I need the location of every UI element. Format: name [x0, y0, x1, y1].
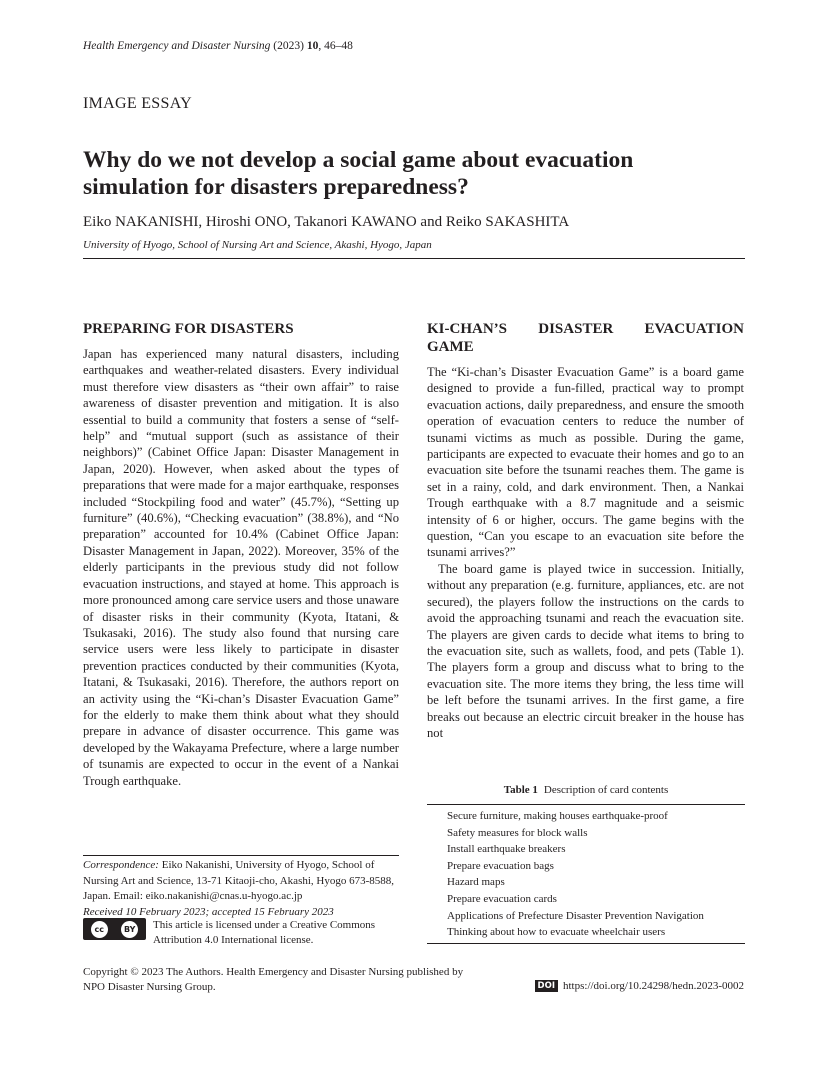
left-column — [83, 320, 399, 789]
section-heading-game — [427, 320, 744, 356]
by-person-icon: BY — [121, 921, 138, 938]
table-row: Secure furniture, making houses earthquake-proof — [447, 810, 668, 822]
correspondence-text: Eiko Nakanishi, University of Hyogo, School of Nursing Art and Science, 13-71 Kitaoji-cho, Akashi, Hyogo 673-8588, Japan. Email: eiko.nakanishi@cnas.u-hyogo.ac.jp — [83, 859, 395, 902]
table-caption-text: Description of card contents — [543, 784, 669, 796]
heading-line-2: GAME — [427, 339, 474, 355]
doi-link[interactable]: https://doi.org/10.24298/hedn.2023-0002 — [563, 980, 744, 992]
article-title: Why do we not develop a social game about evacuation simulation for disasters preparedness? — [83, 147, 634, 200]
table-caption — [427, 784, 745, 796]
article-type: IMAGE ESSAY — [83, 95, 192, 112]
table-row: Applications of Prefecture Disaster Prevention Navigation — [447, 909, 704, 922]
license-block — [83, 918, 401, 947]
table-row: Install earthquake breakers — [447, 843, 566, 856]
heading-line-1: KI-CHAN’S DISASTER EVACUATION — [427, 321, 744, 337]
table-row: Prepare evacuation cards — [447, 892, 557, 905]
table-row: Prepare evacuation bags — [447, 859, 554, 872]
correspondence-note — [83, 858, 401, 920]
cc-by-badge-icon — [83, 918, 146, 940]
affiliation: University of Hyogo, School of Nursing Art and Science, Akashi, Hyogo, Japan — [83, 239, 432, 251]
paragraph: Japan has experienced many natural disasters, including earthquakes and weather-related disasters. Every individual must therefore view disasters as “their own affair” to raise awareness of disaster prevention and mitigation. It is also essential to build a community that fosters a sense of “self-help” and “mutual support (such as assistance of their neighbors)” (Cabinet Office Japan: Disaster Management in Japan, 2020). However, when asked about the types of preparations that were made for a major earthquake, responses included “Stockpiling food and water” (45.7%), “Setting up furniture” (40.6%), “Checking evacuation” (38.8%), and “No preparation” accounted for 10.4% (Cabinet Office Japan: Disaster Management in Japan, 2022). Moreover, 35% of the elderly participants in the previous study did not follow evacuation instructions, and stayed at home. This approach is more pronounced among care service users and those unaware of disaster risks in their community (Kyota, Itatani, & Tsukasaki, 2016). The study also found that nursing care service users were less likely to participate in disaster prevention practices conducted by their communities (Kyota, Itatani, & Tsukasaki, 2016). Therefore, the authors report on an activity using the “Ki-chan’s Disaster Evacuation Game” for the elderly to make them think about what they should prepare in advance of disaster occurrence. This game was developed by the Wakayama Prefecture, where a large number of tsunamis are expected to occur in the event of a Nankai Trough earthquake. — [83, 347, 399, 788]
doi-icon: DOI — [535, 980, 558, 992]
doi — [535, 980, 744, 992]
paragraph: The “Ki-chan’s Disaster Evacuation Game” is a board game designed to provide a fun-filled, practical way to prompt evacuation actions, daily preparedness, and ensure the smooth operation of evacuation centers to reduce the number of tsunami victims as much as possible. During the game, participants are expected to evacuate their homes and go to an evacuation site before the tsunami reaches them. The game is set in a rainy, cold, and dark environment. Then, a Nankai Trough earthquake with a 8.7 magnitude and a seismic intensity of 6 or higher, occurs. The game begins with the question, “Can you escape to an evacuation site before the tsunami arrives?” — [427, 365, 744, 560]
table-label: Table 1 — [503, 784, 538, 796]
paragraph: The board game is played twice in succession. Initially, without any preparation (e.g. furniture, appliances, etc. are not secured), the players follow the instructions on the cards to avoid the approaching tsunami and reach the evacuation site. The players are given cards to decide what items to bring to the evacuation site, such as wallets, food, and pets (Table 1). The players form a group and discuss what to bring to the evacuation site. The more items they bring, the less time will be left before the tsunami arrives. In the first game, a fire breaks out because an electric circuit breaker in the house has not — [427, 561, 744, 740]
journal-volume: 10 — [306, 40, 319, 52]
table-row: Hazard maps — [447, 876, 505, 889]
copyright-notice: Copyright © 2023 The Authors. Health Emergency and Disaster Nursing published by NPO Disaster Nursing Group. — [83, 966, 464, 993]
table-row: Safety measures for block walls — [447, 826, 588, 839]
received-dates: Received 10 February 2023; accepted 15 February 2023 — [83, 905, 334, 918]
journal-pages: , 46–48 — [318, 40, 353, 52]
correspondence-label: Correspondence: — [83, 859, 159, 871]
table-1 — [427, 784, 745, 944]
right-column — [427, 320, 744, 741]
author-list: Eiko NAKANISHI, Hiroshi ONO, Takanori KAWANO and Reiko SAKASHITA — [83, 214, 570, 230]
cc-icon: cc — [91, 921, 108, 938]
table-bottom-rule — [427, 943, 745, 944]
table-row: Thinking about how to evacuate wheelchair users — [447, 926, 666, 939]
journal-citation — [83, 40, 353, 52]
journal-name: Health Emergency and Disaster Nursing — [83, 40, 271, 52]
journal-year: (2023) — [273, 40, 304, 52]
table-body — [427, 805, 745, 943]
section-heading-preparing: PREPARING FOR DISASTERS — [83, 321, 294, 337]
footnote-divider — [83, 855, 399, 856]
license-text: This article is licensed under a Creative Commons Attribution 4.0 International license. — [153, 919, 376, 946]
header-divider — [83, 258, 745, 259]
